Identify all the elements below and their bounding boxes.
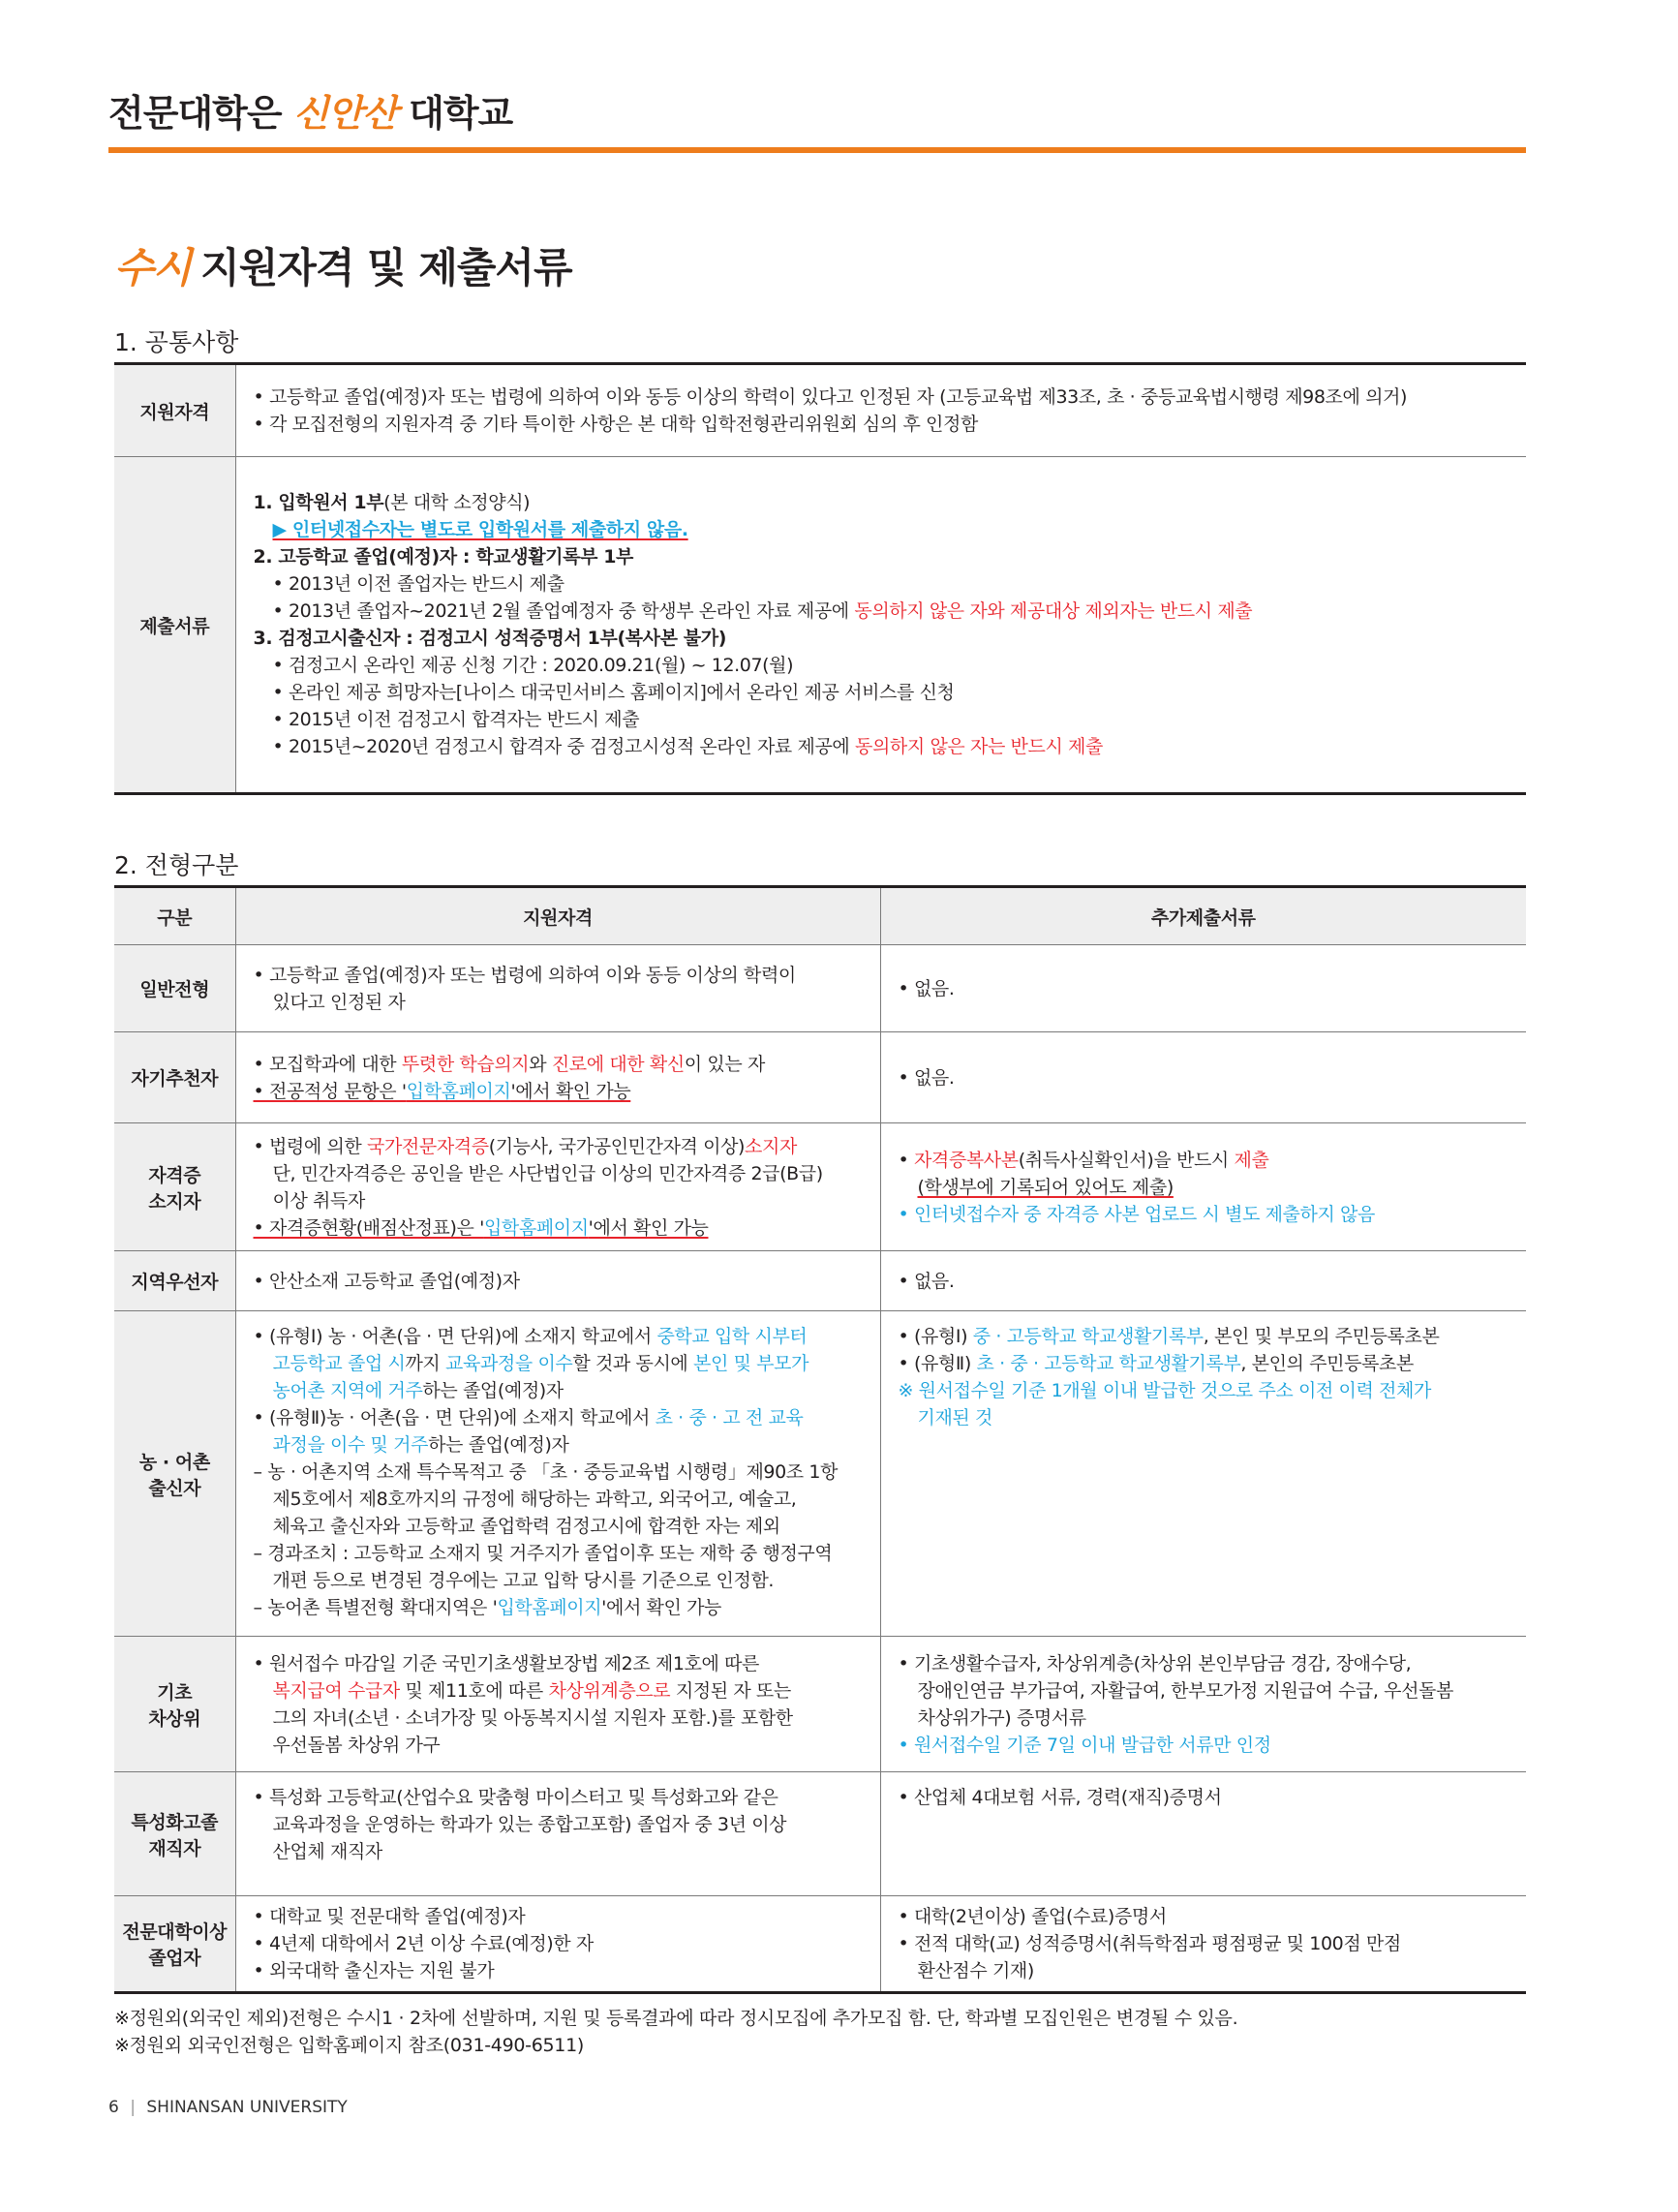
footnote: ※정원외 외국인전형은 입학홈페이지 참조(031-490-6511) [114,2035,584,2056]
page-title: 수시 지원자격 및 제출서류 [114,244,572,292]
column-header: 추가제출서류 [880,887,1526,945]
section1-title: 1. 공통사항 [114,328,239,356]
documents-cell: • 산업체 4대보험 서류, 경력(재직)증명서 [880,1772,1526,1896]
header-brand-title: 전문대학은 신안산 대학교 [108,92,513,135]
qualification-cell: • (유형Ⅰ) 농 · 어촌(읍 · 면 단위)에 소재지 학교에서 중학교 입학 시부터 고등학교 졸업 시까지 교육과정을 이수할 것과 동시에 본인 및 부모가 농어촌 지역에 거주하는 졸업(예정)자 • (유형Ⅱ)농 · 어촌(읍 · 면 단위)에 소재지 학교에서 초 · 중 · 고 전 교육 과정을 이수 및 거주하는 졸업(예정)자 – 농 · 어촌지역 소재 특수목적고 중 「초 · 중등교육법 시행령」제90조 1항 제5호에서 제8호까지의 규정에 해당하는 과학고, 외국어고, 예술고, 체육고 출신자와 고등학교 졸업학력 검정고시에 합격한 자는 제외 – 경과조치 : 고등학교 소재지 및 거주지가 졸업이후 또는 재학 중 행정구역 개편 등으로 변경된 경우에는 고교 입학 당시를 기준으로 인정함. – 농어촌 특별전형 확대지역은 '입학홈페이지'에서 확인 가능 [235,1311,880,1637]
qualification-cell: • 원서접수 마감일 기준 국민기초생활보장법 제2조 제1호에 따른 복지급여 수급자 및 제11호에 따른 차상위계층으로 지정된 자 또는 그의 자녀(소년 · 소녀가장 및 아동복지시설 지원자 포함.)를 포함한 우선돌봄 차상위 가구 [235,1637,880,1772]
row-label: 지원자격 [114,364,235,457]
documents-cell: • 기초생활수급자, 차상위계층(차상위 본인부담금 경감, 장애수당, 장애인연금 부가급여, 자활급여, 한부모가정 지원급여 수급, 우선돌봄 차상위가구) 증명서류 • 원서접수일 기준 7일 이내 발급한 서류만 인정 [880,1637,1526,1772]
table-row [114,1251,1526,1311]
table-row [114,364,1526,457]
table-header-row [114,887,1526,945]
row-label: 농 · 어촌 출신자 [114,1311,235,1637]
row-label: 전문대학이상 졸업자 [114,1896,235,1993]
row-label: 특성화고졸 재직자 [114,1772,235,1896]
documents-cell: • 없음. [880,1251,1526,1311]
table-row [114,1772,1526,1896]
footer-separator: | [130,2098,136,2117]
column-header: 지원자격 [235,887,880,945]
row-label: 제출서류 [114,457,235,794]
table-row [114,1896,1526,1993]
row-content: • 고등학교 졸업(예정)자 또는 법령에 의하여 이와 동등 이상의 학력이 있다고 인정된 자 (고등교육법 제33조, 초 · 중등교육법시행령 제98조에 의거) • 각 모집전형의 지원자격 중 기타 특이한 사항은 본 대학 입학전형관리위원회 심의 후 인정함 [235,364,1526,457]
header-divider [108,147,1526,153]
qualification-cell: • 법령에 의한 국가전문자격증(기능사, 국가공인민간자격 이상)소지자 단, 민간자격증은 공인을 받은 사단법인급 이상의 민간자격증 2급(B급) 이상 취득자 • 자격증현황(배점산정표)은 '입학홈페이지'에서 확인 가능 [235,1123,880,1251]
table-row [114,1123,1526,1251]
documents-cell: • 대학(2년이상) 졸업(수료)증명서 • 전적 대학(교) 성적증명서(취득학점과 평점평균 및 100점 만점 환산점수 기재) [880,1896,1526,1993]
admission-types-table [114,885,1526,1994]
row-content: 1. 입학원서 1부(본 대학 소정양식) ▶ 인터넷접수자는 별도로 입학원서를 제출하지 않음. 2. 고등학교 졸업(예정)자 : 학교생활기록부 1부 • 2013년 이전 졸업자는 반드시 제출 • 2013년 졸업자~2021년 2월 졸업예정자 중 학생부 온라인 자료 제공에 동의하지 않은 자와 제공대상 제외자는 반드시 제출 3. 검정고시출신자 : 검정고시 성적증명서 1부(복사본 불가) • 검정고시 온라인 제공 신청 기간 : 2020.09.21(월) ~ 12.07(월) • 온라인 제공 희망자는[나이스 대국민서비스 홈페이지]에서 온라인 제공 서비스를 신청 • 2015년 이전 검정고시 합격자는 반드시 제출 • 2015년~2020년 검정고시 합격자 중 검정고시성적 온라인 자료 제공에 동의하지 않은 자는 반드시 제출 [235,457,1526,794]
table-row [114,1311,1526,1637]
university-name: SHINANSAN UNIVERSITY [146,2098,348,2117]
footnote: ※정원외(외국인 제외)전형은 수시1 · 2차에 선발하며, 지원 및 등록결과에 따라 정시모집에 추가모집 함. 단, 학과별 모집인원은 변경될 수 있음. [114,2008,1238,2029]
table-row [114,1637,1526,1772]
qualification-cell: • 고등학교 졸업(예정)자 또는 법령에 의하여 이와 동등 이상의 학력이 있다고 인정된 자 [235,945,880,1032]
column-header: 구분 [114,887,235,945]
row-label: 지역우선자 [114,1251,235,1311]
common-requirements-table [114,362,1526,795]
row-label: 자기추천자 [114,1032,235,1123]
table-row [114,1032,1526,1123]
row-label: 일반전형 [114,945,235,1032]
qualification-cell: • 모집학과에 대한 뚜렷한 학습의지와 진로에 대한 확신이 있는 자 • 전공적성 문항은 '입학홈페이지'에서 확인 가능 [235,1032,880,1123]
documents-cell: • 없음. [880,945,1526,1032]
row-label: 기초 차상위 [114,1637,235,1772]
table-row [114,457,1526,794]
section2-title: 2. 전형구분 [114,851,239,879]
page-footer [108,2098,348,2117]
documents-cell: • 없음. [880,1032,1526,1123]
documents-cell: • (유형Ⅰ) 중 · 고등학교 학교생활기록부, 본인 및 부모의 주민등록초본 • (유형Ⅱ) 초 · 중 · 고등학교 학교생활기록부, 본인의 주민등록초본 ※ 원서접수일 기준 1개월 이내 발급한 것으로 주소 이전 이력 전체가 기재된 것 [880,1311,1526,1637]
qualification-cell: • 안산소재 고등학교 졸업(예정)자 [235,1251,880,1311]
table-row [114,945,1526,1032]
qualification-cell: • 대학교 및 전문대학 졸업(예정)자 • 4년제 대학에서 2년 이상 수료(예정)한 자 • 외국대학 출신자는 지원 불가 [235,1896,880,1993]
page-number: 6 [108,2098,119,2117]
documents-cell: • 자격증복사본(취득사실확인서)을 반드시 제출 (학생부에 기록되어 있어도 제출) • 인터넷접수자 중 자격증 사본 업로드 시 별도 제출하지 않음 [880,1123,1526,1251]
qualification-cell: • 특성화 고등학교(산업수요 맞춤형 마이스터고 및 특성화고와 같은 교육과정을 운영하는 학과가 있는 종합고포함) 졸업자 중 3년 이상 산업체 재직자 [235,1772,880,1896]
row-label: 자격증 소지자 [114,1123,235,1251]
